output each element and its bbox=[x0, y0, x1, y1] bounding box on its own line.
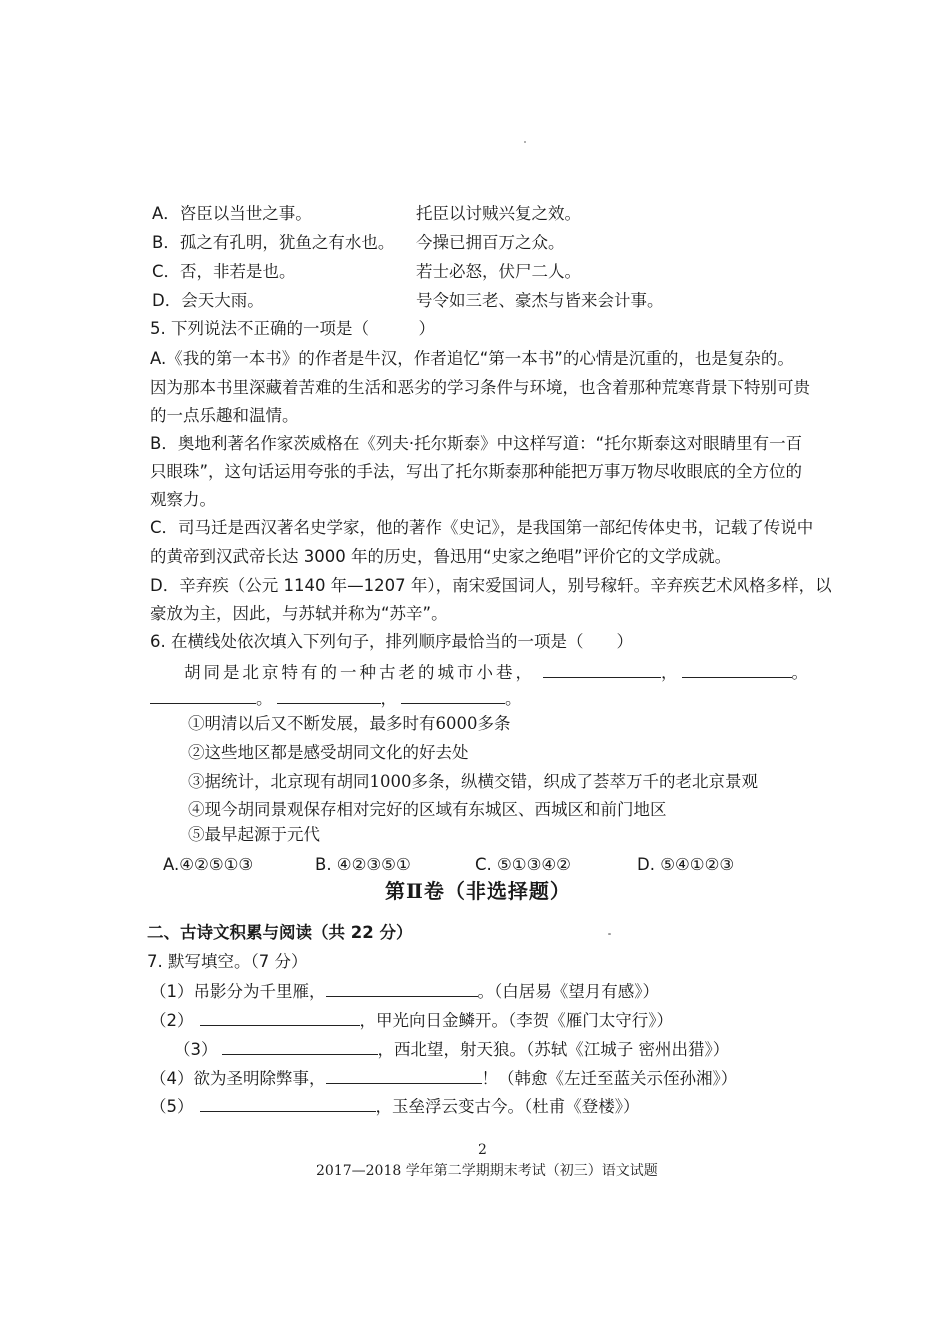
q5-option-b-line1: B．奥地利著名作家茨威格在《列夫·托尔斯泰》中这样写道：“托尔斯泰这对眼睛里有一百 bbox=[150, 434, 803, 453]
q7-item-before: 欲为圣明除弊事， bbox=[193, 1069, 326, 1088]
q7-item-number: （4） bbox=[150, 1069, 194, 1088]
q5-option-d-line1: D．辛弃疾（公元 1140 年—1207 年），南宋爱国词人，别号稼轩。辛弃疾艺术风格多样，以 bbox=[150, 576, 832, 595]
q6-blank-1[interactable] bbox=[543, 661, 661, 678]
q7-blank-5[interactable] bbox=[200, 1095, 376, 1112]
q4-option-b-right: 今操已拥百万之众。 bbox=[416, 233, 565, 252]
q5-option-b-line2: 只眼珠”，这句话运用夸张的手法，写出了托尔斯泰那种能把万事万物尽收眼底的全方位的 bbox=[150, 462, 803, 481]
q7-stem: 7. 默写填空。（7 分） bbox=[147, 952, 308, 971]
q6-sentence-1: ①明清以后又不断发展，最多时有6000多条 bbox=[188, 714, 511, 733]
section2-heading: 二、古诗文积累与阅读（共 22 分） bbox=[147, 923, 413, 942]
q6-sentence-4: ④现今胡同景观保存相对完好的区域有东城区、西城区和前门地区 bbox=[188, 800, 667, 819]
comma: ， bbox=[380, 689, 397, 708]
q7-item-5 bbox=[150, 1095, 640, 1118]
q7-item-number: （1） bbox=[150, 982, 194, 1001]
q5-option-c-line2: 的黄帝到汉武帝长达 3000 年的历史，鲁迅用“史家之绝唱”评价它的文学成就。 bbox=[150, 547, 732, 566]
q7-item-3 bbox=[174, 1038, 729, 1061]
q6-blank-4[interactable] bbox=[277, 687, 381, 704]
q5-option-a-line1: A.《我的第一本书》的作者是牛汉，作者追忆“第一本书”的心情是沉重的，也是复杂的。 bbox=[150, 349, 794, 368]
q7-item-number: （3） bbox=[174, 1040, 218, 1059]
q7-item-after: 。（白居易《望月有感》） bbox=[477, 982, 659, 1001]
q6-stem: 6. 在横线处依次填入下列句子，排列顺序最恰当的一项是（ ） bbox=[150, 632, 633, 651]
exam-footer-title: 2017—2018 学年第二学期期末考试（初三）语文试题 bbox=[316, 1163, 658, 1179]
q4-option-d-left: D．会天大雨。 bbox=[152, 291, 264, 310]
q4-option-a-left: A．咨臣以当世之事。 bbox=[152, 204, 312, 223]
q5-option-c-line1: C．司马迁是西汉著名史学家，他的著作《史记》，是我国第一部纪传体史书，记载了传说中 bbox=[150, 518, 814, 537]
q7-item-after: ，玉垒浮云变古今。（杜甫《登楼》） bbox=[375, 1097, 640, 1116]
q7-item-number: （5） bbox=[150, 1097, 194, 1116]
q6-sentence-2: ②这些地区都是感受胡同文化的好去处 bbox=[188, 743, 469, 762]
q6-passage-line2 bbox=[150, 687, 522, 710]
q6-option-d: D. ⑤④①②③ bbox=[637, 855, 735, 874]
q7-item-after: ！（韩愈《左迁至蓝关示侄孙湘》） bbox=[481, 1069, 738, 1088]
q6-passage-start: 胡同是北京特有的一种古老的城市小巷， bbox=[184, 663, 535, 682]
q6-blank-5[interactable] bbox=[401, 687, 505, 704]
q4-option-b-left: B．孤之有孔明，犹鱼之有水也。 bbox=[152, 233, 395, 252]
q4-option-c-right: 若士必怒，伏尸二人。 bbox=[416, 262, 581, 281]
q6-passage-line1 bbox=[184, 661, 808, 684]
q6-option-c: C. ⑤①③④② bbox=[475, 855, 571, 874]
q5-stem: 5. 下列说法不正确的一项是（ ） bbox=[150, 319, 435, 338]
q7-blank-3[interactable] bbox=[222, 1038, 378, 1055]
q5-option-b-line3: 观察力。 bbox=[150, 490, 216, 509]
q7-item-1 bbox=[150, 980, 659, 1003]
q6-option-b: B. ④②③⑤① bbox=[315, 855, 411, 874]
q6-option-a: A.④②⑤①③ bbox=[163, 855, 254, 874]
q6-blank-3[interactable] bbox=[150, 687, 256, 704]
comma: ， bbox=[661, 663, 678, 682]
q4-option-d-right: 号令如三老、豪杰与皆来会计事。 bbox=[416, 291, 664, 310]
q5-option-a-line2: 因为那本书里深藏着苦难的生活和恶劣的学习条件与环境，也含着那种荒寒背景下特别可贵 bbox=[150, 378, 810, 397]
q6-sentence-5: ⑤最早起源于元代 bbox=[188, 825, 320, 844]
q7-blank-4[interactable] bbox=[326, 1067, 482, 1084]
q7-item-after: ，西北望，射天狼。（苏轼《江城子 密州出猎》） bbox=[377, 1040, 730, 1059]
page-number: 2 bbox=[478, 1142, 487, 1158]
part2-title: 第Ⅱ卷（非选择题） bbox=[385, 879, 571, 903]
q5-option-d-line2: 豪放为主，因此，与苏轼并称为“苏辛”。 bbox=[150, 604, 448, 623]
q7-item-2 bbox=[150, 1009, 673, 1032]
q6-blank-2[interactable] bbox=[682, 661, 792, 678]
q6-sentence-3: ③据统计，北京现有胡同1000多条，纵横交错，织成了荟萃万千的老北京景观 bbox=[188, 772, 758, 791]
q7-item-4 bbox=[150, 1067, 737, 1090]
q7-item-after: ，甲光向日金鳞开。（李贺《雁门太守行》） bbox=[359, 1011, 673, 1030]
scan-speck bbox=[524, 141, 526, 143]
q7-blank-1[interactable] bbox=[326, 980, 478, 997]
period: 。 bbox=[791, 663, 808, 682]
q7-blank-2[interactable] bbox=[200, 1009, 360, 1026]
q4-option-a-right: 托臣以讨贼兴复之效。 bbox=[416, 204, 581, 223]
q5-option-a-line3: 的一点乐趣和温情。 bbox=[150, 406, 299, 425]
q7-item-before: 吊影分为千里雁， bbox=[193, 982, 326, 1001]
q4-option-c-left: C．否，非若是也。 bbox=[152, 262, 296, 281]
q7-item-number: （2） bbox=[150, 1011, 194, 1030]
period: 。 bbox=[256, 689, 273, 708]
scan-speck bbox=[608, 933, 611, 935]
period: 。 bbox=[505, 689, 522, 708]
